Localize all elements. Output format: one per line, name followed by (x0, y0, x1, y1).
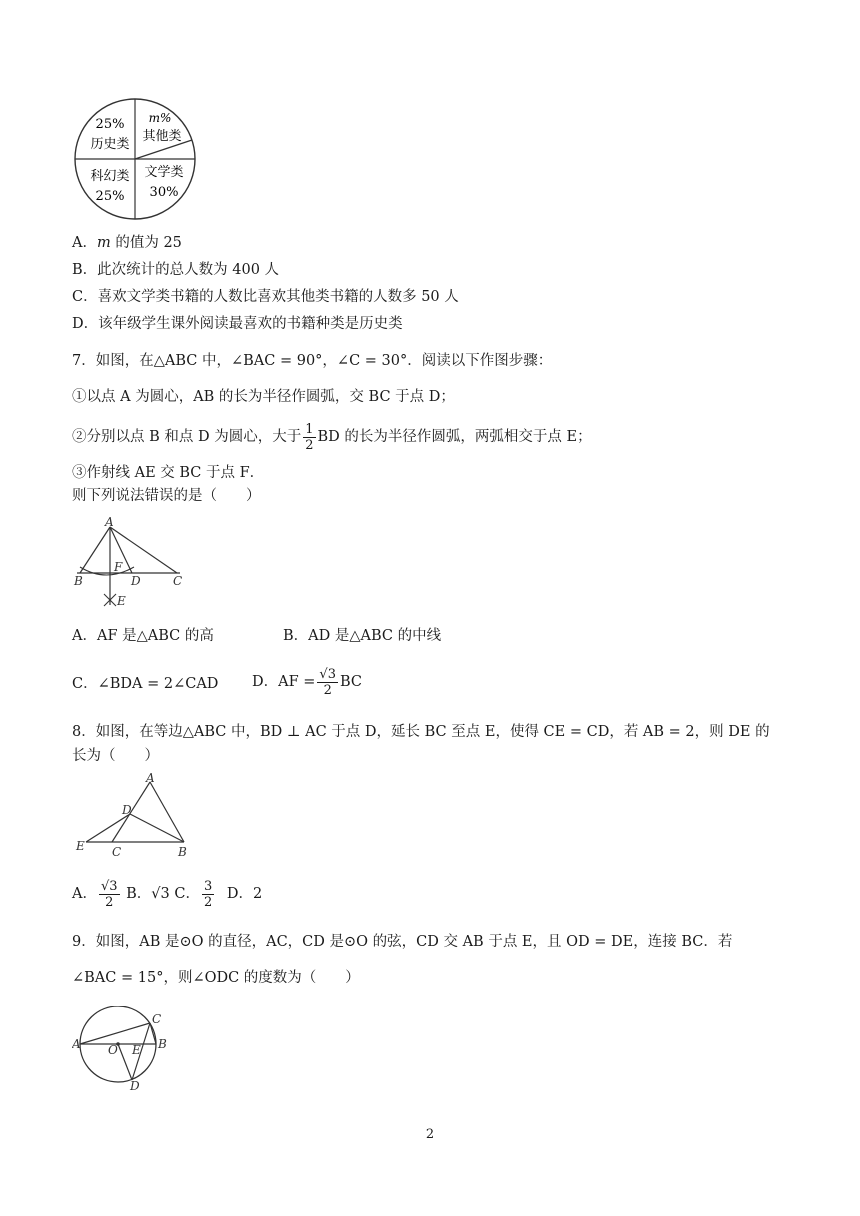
q7-option-b: B．AD 是△ABC 的中线 (283, 628, 442, 644)
q8-fraction-3-over-2: $\frac{3}{2}$ (204, 878, 213, 910)
q8-label-a: A (146, 771, 155, 785)
page-number: 2 (425, 1127, 435, 1142)
q9-label-b: B (158, 1037, 167, 1051)
q8-option-a: A． $\frac{√3}{2}$ (72, 878, 118, 910)
q8-options (72, 872, 262, 916)
q7-option-a: A．AF 是△ABC 的高 (72, 628, 214, 644)
q9-stem-continued: ∠BAC = 15°，则∠ODC 的度数为（ ） (72, 970, 360, 986)
q8-stem-continued: 长为（ ） (72, 748, 159, 764)
q7-label-a: A (105, 515, 114, 529)
q8-fraction-sqrt3-over-2: $\frac{√3}{2}$ (100, 878, 118, 910)
q7-stem: 7．如图，在△ABC 中，∠BAC = 90°，∠C = 30°．阅读以下作图步骤： (72, 353, 553, 369)
pie-scifi-name: 科幻类 (90, 169, 130, 184)
q7-label-f: F (114, 560, 123, 574)
pie-chart-figure (72, 96, 198, 222)
q7-label-c: C (173, 574, 183, 588)
q8-stem: 8．如图，在等边△ABC 中，BD ⊥ AC 于点 D，延长 BC 至点 E，使得 CE = CD，若 AB = 2，则 DE 的 (72, 724, 770, 740)
q8-segment-de (86, 814, 130, 842)
q8-option-d: D．2 (226, 886, 263, 902)
q9-label-o: O (108, 1043, 118, 1057)
q7-ask: 则下列说法错误的是（ ） (72, 488, 261, 504)
q7-label-b: B (74, 574, 83, 588)
pie-literature-pct: 30% (149, 185, 179, 200)
q9-chord-ac (80, 1023, 150, 1044)
pie-scifi-pct: 25% (95, 189, 125, 204)
q8-option-c: C． $\frac{3}{2}$ (174, 878, 213, 910)
q7-step-2: ②分别以点 B 和点 D 为圆心，大于 $\frac{1}{2}$ BD 的长为半径作圆弧，两弧相交于点 E； (72, 421, 592, 453)
pie-literature-name: 文学类 (144, 165, 184, 180)
q7-arc-bd (80, 567, 134, 575)
q9-stem: 9．如图，AB 是⊙O 的直径，AC，CD 是⊙O 的弦，CD 交 AB 于点 E，且 OD = DE，连接 BC．若 (72, 934, 733, 950)
pie-history-pct: 25% (95, 117, 125, 132)
q6-option-b: B．此次统计的总人数为 400 人 (72, 262, 280, 278)
q8-label-c: C (112, 845, 122, 859)
q6-option-c: C．喜欢文学类书籍的人数比喜欢其他类书籍的人数多 50 人 (72, 289, 459, 305)
q7-side-ab (80, 527, 110, 573)
q8-label-b: B (178, 845, 187, 859)
q7-fraction-half: $\frac{1}{2}$ (305, 421, 314, 453)
q8-label-e: E (76, 839, 85, 853)
q9-segment-od (118, 1044, 132, 1080)
q9-label-c: C (152, 1012, 162, 1026)
pie-other-name: 其他类 (142, 129, 182, 144)
q7-step-3: ③作射线 AE 交 BC 于点 F． (72, 465, 265, 481)
q7-label-d: D (131, 574, 141, 588)
q9-label-e: E (132, 1043, 141, 1057)
q7-fraction-sqrt3-over-2: $\frac{√3}{2}$ (319, 666, 336, 698)
q8-option-b: B．√3 (126, 886, 170, 902)
q8-geometry-figure (72, 770, 197, 860)
pie-history-name: 历史类 (90, 137, 130, 152)
q7-step-1: ①以点 A 为圆心，AB 的长为半径作圆弧，交 BC 于点 D； (72, 389, 455, 405)
q6-option-a: A．m 的值为 25 (72, 235, 182, 251)
q9-label-a: A (72, 1037, 81, 1051)
q6-option-d: D．该年级学生课外阅读最喜欢的书籍种类是历史类 (72, 316, 403, 332)
q9-geometry-figure (72, 1006, 172, 1091)
q7-option-c: C．∠BDA = 2∠CAD (72, 676, 219, 692)
q7-label-e: E (117, 594, 126, 608)
q7-option-d: D．AF = $\frac{√3}{2}$ BC (252, 666, 363, 698)
q9-label-d: D (130, 1079, 140, 1091)
q8-label-d: D (122, 803, 132, 817)
q7-geometry-figure (72, 515, 192, 610)
pie-other-pct: m% (148, 111, 172, 125)
